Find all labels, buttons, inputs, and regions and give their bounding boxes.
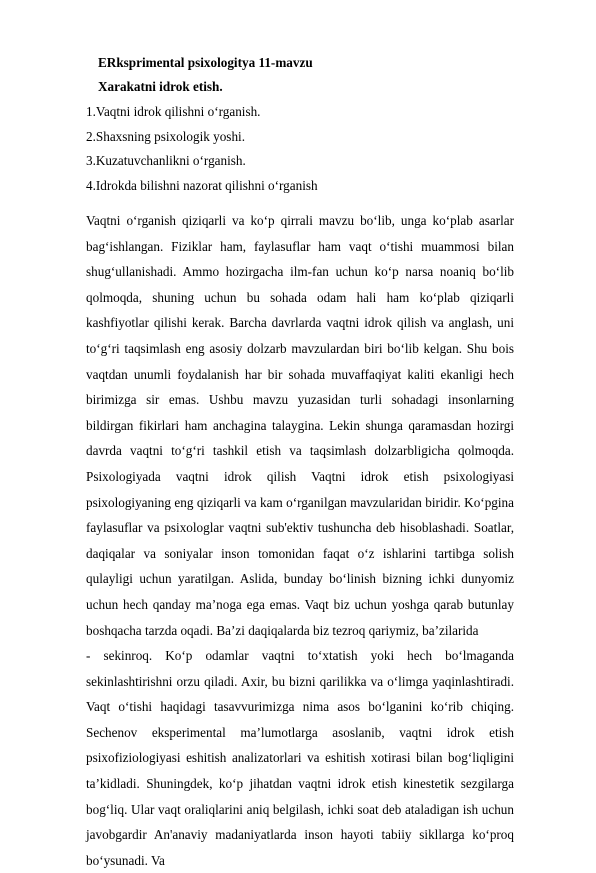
document-title: ERksprimental psixologitya 11-mavzu bbox=[98, 55, 313, 70]
list-item: 1.Vaqtni idrok qilishni o‘rganish. bbox=[86, 104, 261, 119]
paragraph: - sekinroq. Ko‘p odamlar vaqtni to‘xtatish yoki hech bo‘lmaganda sekinlashtirishni orzu qiladi. Axir, bu bizni qarilikka va o‘limga yaqinlashtiradi. Vaqt o‘tishi haqidagi tasavvurimizga nima asos bo‘lganini ko‘rib chiqing. Sechenov eksperimental ma’lumotlarga asoslanib, vaqtni idrok etish psixofiziologiyasi eshitish analizatorlari va eshitish xotirasi bilan bog‘liqligini ta’kidladi. Shuningdek, ko‘p jihatdan vaqtni idrok etish kinestetik sezgilarga bog‘liq. Ular vaqt oraliqlarini aniq belgilash, ichki soat deb ataladigan ish uchun javobgardir An'anaviy madaniyatlarda inson hayoti tabiiy sikllarga ko‘proq bo‘ysunadi. Va bbox=[86, 648, 514, 868]
list-item: 4.Idrokda bilishni nazorat qilishni o‘rganish bbox=[86, 178, 318, 193]
paragraph: Vaqtni o‘rganish qiziqarli va ko‘p qirrali mavzu bo‘lib, unga ko‘plab asarlar bag‘ishlangan. Fiziklar ham, faylasuflar ham vaqt o‘tishi muammosi bilan shug‘ullanishadi. Ammo hozirgacha ilm-fan uchun ko‘p narsa noaniq bo‘lib qolmoqda, shuning uchun bu sohada odam hali ham ko‘plab qiziqarli kashfiyotlar qilishi kerak. Barcha davrlarda vaqtni idrok qilish va anglash, uni to‘g‘ri taqsimlash eng asosiy dolzarb mavzulardan biri bo‘lib kelgan. Shu bois vaqtdan unumli foydalanish har bir sohada muvaffaqiyat kaliti ekanligi hech birimizga sir emas. Ushbu mavzu yuzasidan turli sohadagi insonlarning bildirgan fikirlari ham anchagina talaygina. Lekin shunga qaramasdan hozirgi davrda vaqtni to‘g‘ri tashkil etish va taqsimlash dolzarbligicha qolmoqda. Psixologiyada vaqtni idrok qilish Vaqtni idrok etish psixologiyasi psixologiyaning eng qiziqarli va kam o‘rganilgan mavzularidan biridir. Ko‘pgina faylasuflar va psixologlar vaqtni sub'ektiv tushuncha deb hisoblashadi. Soatlar, daqiqalar va soniyalar inson tomonidan faqat o‘z ishlarini tartibga solish qulayligi uchun yaratilgan. Aslida, bunday bo‘linish bizning ichki dunyomiz uchun hech qanday ma’noga ega emas. Vaqt biz uchun yoshga qarab butunlay boshqacha tarzda oqadi. Ba’zi daqiqalarda biz tezroq qariymiz, ba’zilarida bbox=[86, 213, 514, 638]
body-text bbox=[86, 208, 514, 873]
document-subtitle: Xarakatni idrok etish. bbox=[98, 79, 223, 94]
list-item: 3.Kuzatuvchanlikni o‘rganish. bbox=[86, 153, 246, 168]
list-item: 2.Shaxsning psixologik yoshi. bbox=[86, 129, 245, 144]
